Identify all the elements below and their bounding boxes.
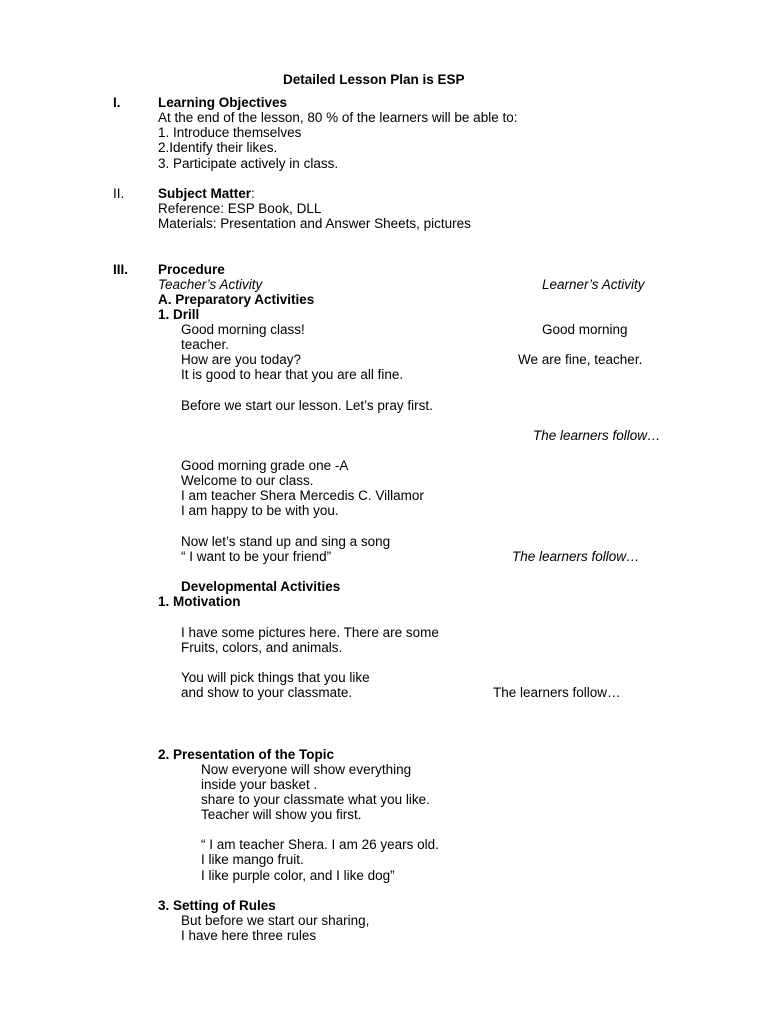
developmental-heading: Developmental Activities (181, 579, 341, 594)
rules-heading: 3. Setting of Rules (158, 898, 276, 913)
teacher-line: Fruits, colors, and animals. (181, 640, 343, 655)
teacher-line: But before we start our sharing, (181, 913, 370, 928)
teacher-line: It is good to hear that you are all fine. (181, 367, 404, 382)
teacher-line: inside your basket . (201, 777, 318, 792)
section-2-heading: Subject Matter (158, 186, 252, 201)
teacher-line: Teacher will show you first. (201, 807, 362, 822)
song-title: “ I want to be your friend” (181, 549, 332, 564)
teacher-line: You will pick things that you like (181, 670, 370, 685)
section-3-numeral: III. (113, 262, 129, 277)
teacher-activity-header: Teacher’s Activity (158, 277, 263, 292)
part-a-heading: A. Preparatory Activities (158, 292, 315, 307)
drill-heading: 1. Drill (158, 307, 200, 322)
motivation-heading: 1. Motivation (158, 594, 241, 609)
teacher-line: I like mango fruit. (201, 852, 304, 867)
section-3-heading: Procedure (158, 262, 225, 277)
teacher-line: I am happy to be with you. (181, 503, 339, 518)
teacher-line: Now everyone will show everything (201, 762, 412, 777)
learner-response: Good morning (542, 322, 628, 337)
teacher-line: I am teacher Shera Mercedis C. Villamor (181, 488, 424, 503)
section-2-heading-line (158, 186, 255, 201)
objectives-intro: At the end of the lesson, 80 % of the learners will be able to: (158, 110, 518, 125)
teacher-line: share to your classmate what you like. (201, 792, 430, 807)
teacher-line: I have here three rules (181, 928, 317, 943)
objective-item: 2.Identify their likes. (158, 140, 278, 155)
learner-activity-header: Learner’s Activity (542, 277, 645, 292)
objective-item: 3. Participate actively in class. (158, 156, 339, 171)
teacher-line: Good morning grade one -A (181, 458, 349, 473)
teacher-line: “ I am teacher Shera. I am 26 years old. (201, 837, 439, 852)
reference-line: Reference: ESP Book, DLL (158, 201, 322, 216)
teacher-line: and show to your classmate. (181, 685, 353, 700)
document-title: Detailed Lesson Plan is ESP (283, 72, 465, 87)
learner-response: The learners follow… (493, 685, 621, 700)
song-title-line (181, 549, 331, 564)
section-1-heading: Learning Objectives (158, 95, 288, 110)
materials-line: Materials: Presentation and Answer Sheets, pictures (158, 216, 471, 231)
section-2-numeral: II. (113, 186, 125, 201)
teacher-line: Good morning class! (181, 322, 305, 337)
learner-response: The learners follow… (512, 549, 640, 564)
teacher-line: How are you today? (181, 352, 302, 367)
teacher-line: Welcome to our class. (181, 473, 314, 488)
teacher-line: I like purple color, and I like dog” (201, 868, 395, 883)
section-1-numeral: I. (113, 95, 121, 110)
teacher-line: Now let’s stand up and sing a song (181, 534, 391, 549)
presentation-heading: 2. Presentation of the Topic (158, 747, 335, 762)
section-2-colon: : (251, 186, 255, 201)
objective-item: 1. Introduce themselves (158, 125, 302, 140)
learner-response-continued: teacher. (181, 337, 230, 352)
learner-response: The learners follow… (533, 428, 661, 443)
teacher-line: Before we start our lesson. Let’s pray first. (181, 398, 433, 413)
learner-response: We are fine, teacher. (518, 352, 643, 367)
teacher-line: I have some pictures here. There are some (181, 625, 439, 640)
